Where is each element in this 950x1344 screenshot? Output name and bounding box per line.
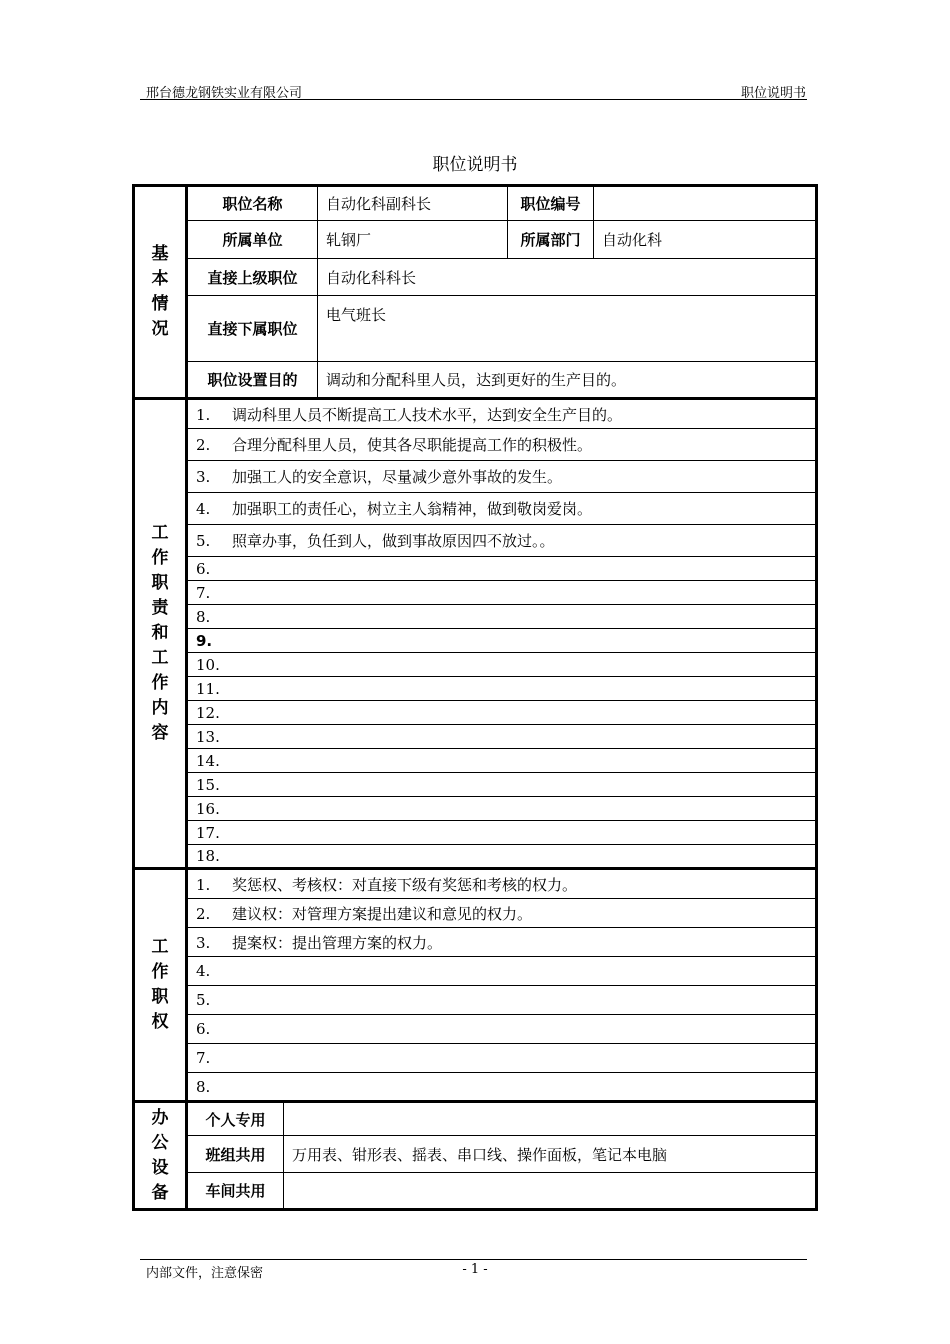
team-equipment-value: 万用表、钳形表、摇表、串口线、操作面板，笔记本电脑 bbox=[284, 1136, 817, 1173]
duty-row bbox=[134, 701, 817, 725]
duty-item: 5. 照章办事，负任到人，做到事故原因四不放过。。 bbox=[187, 525, 817, 557]
duty-row bbox=[134, 653, 817, 677]
duty-item: 10. bbox=[187, 653, 817, 677]
duty-item: 7. bbox=[187, 581, 817, 605]
duty-item: 4. 加强职工的责任心，树立主人翁精神，做到敬岗爱岗。 bbox=[187, 493, 817, 525]
section-basic-info: 基本情况 bbox=[134, 186, 187, 399]
duty-row bbox=[134, 581, 817, 605]
row-superior bbox=[134, 259, 817, 296]
authority-row bbox=[134, 1044, 817, 1073]
duty-item: 14. bbox=[187, 749, 817, 773]
duty-row bbox=[134, 677, 817, 701]
duty-row bbox=[134, 557, 817, 581]
duty-item: 1. 调动科里人员不断提高工人技术水平，达到安全生产目的。 bbox=[187, 399, 817, 429]
position-name-value: 自动化科副科长 bbox=[318, 186, 508, 221]
superior-label: 直接上级职位 bbox=[187, 259, 318, 296]
header-company: 邢台德龙钢铁实业有限公司 bbox=[146, 86, 303, 101]
authority-row bbox=[134, 1015, 817, 1044]
duty-row bbox=[134, 773, 817, 797]
duty-row bbox=[134, 629, 817, 653]
duty-item: 12. bbox=[187, 701, 817, 725]
duty-row bbox=[134, 461, 817, 493]
authority-item: 1. 奖惩权、考核权：对直接下级有奖惩和考核的权力。 bbox=[187, 869, 817, 899]
duty-item: 9. bbox=[187, 629, 817, 653]
section-equipment: 办公设备 bbox=[134, 1102, 187, 1210]
page-title: 职位说明书 bbox=[432, 155, 518, 175]
unit-value: 轧钢厂 bbox=[318, 221, 508, 259]
duty-item: 8. bbox=[187, 605, 817, 629]
subordinate-label: 直接下属职位 bbox=[187, 296, 318, 362]
authority-row bbox=[134, 986, 817, 1015]
section-authority: 工作职权 bbox=[134, 869, 187, 1102]
purpose-label: 职位设置目的 bbox=[187, 362, 318, 399]
purpose-value: 调动和分配科里人员，达到更好的生产目的。 bbox=[318, 362, 817, 399]
row-unit bbox=[134, 221, 817, 259]
authority-item: 3. 提案权：提出管理方案的权力。 bbox=[187, 928, 817, 957]
duty-item: 16. bbox=[187, 797, 817, 821]
authority-row bbox=[134, 869, 817, 899]
unit-label: 所属单位 bbox=[187, 221, 318, 259]
row-position-name bbox=[134, 186, 817, 221]
page-number: - 1 - bbox=[462, 1262, 488, 1277]
duty-row bbox=[134, 725, 817, 749]
authority-item: 6. bbox=[187, 1015, 817, 1044]
personal-equipment-label: 个人专用 bbox=[187, 1102, 284, 1136]
subordinate-value: 电气班长 bbox=[318, 296, 817, 362]
duty-row bbox=[134, 749, 817, 773]
workshop-equipment-label: 车间共用 bbox=[187, 1173, 284, 1210]
row-workshop-equipment bbox=[134, 1173, 817, 1210]
personal-equipment-value bbox=[284, 1102, 817, 1136]
row-purpose bbox=[134, 362, 817, 399]
authority-row bbox=[134, 957, 817, 986]
duty-row bbox=[134, 797, 817, 821]
footer-rule bbox=[140, 1259, 807, 1260]
duty-item: 15. bbox=[187, 773, 817, 797]
footer-note: 内部文件，注意保密 bbox=[146, 1266, 264, 1281]
row-subordinate bbox=[134, 296, 817, 362]
row-personal-equipment bbox=[134, 1102, 817, 1136]
form-table bbox=[132, 184, 818, 1211]
duty-item: 11. bbox=[187, 677, 817, 701]
header-rule bbox=[140, 99, 807, 100]
duty-item: 3. 加强工人的安全意识，尽量减少意外事故的发生。 bbox=[187, 461, 817, 493]
duty-row bbox=[134, 525, 817, 557]
duty-item: 6. bbox=[187, 557, 817, 581]
duty-row bbox=[134, 821, 817, 845]
authority-item: 4. bbox=[187, 957, 817, 986]
authority-item: 2. 建议权：对管理方案提出建议和意见的权力。 bbox=[187, 899, 817, 928]
superior-value: 自动化科科长 bbox=[318, 259, 817, 296]
position-code-label: 职位编号 bbox=[508, 186, 594, 221]
duty-item: 17. bbox=[187, 821, 817, 845]
authority-item: 5. bbox=[187, 986, 817, 1015]
team-equipment-label: 班组共用 bbox=[187, 1136, 284, 1173]
duty-item: 18. bbox=[187, 845, 817, 869]
row-team-equipment bbox=[134, 1136, 817, 1173]
dept-label: 所属部门 bbox=[508, 221, 594, 259]
job-description-form bbox=[132, 184, 818, 1211]
section-duties: 工作职责和工作内容 bbox=[134, 399, 187, 869]
authority-row bbox=[134, 928, 817, 957]
duty-row bbox=[134, 605, 817, 629]
dept-value: 自动化科 bbox=[594, 221, 817, 259]
authority-row bbox=[134, 1073, 817, 1102]
authority-row bbox=[134, 899, 817, 928]
authority-item: 7. bbox=[187, 1044, 817, 1073]
duty-item: 2. 合理分配科里人员，使其各尽职能提高工作的积极性。 bbox=[187, 429, 817, 461]
position-code-value bbox=[594, 186, 817, 221]
duty-row bbox=[134, 845, 817, 869]
workshop-equipment-value bbox=[284, 1173, 817, 1210]
header-doc-type: 职位说明书 bbox=[740, 86, 806, 101]
duty-row bbox=[134, 493, 817, 525]
duty-row bbox=[134, 399, 817, 429]
duty-row bbox=[134, 429, 817, 461]
position-name-label: 职位名称 bbox=[187, 186, 318, 221]
duty-item: 13. bbox=[187, 725, 817, 749]
authority-item: 8. bbox=[187, 1073, 817, 1102]
